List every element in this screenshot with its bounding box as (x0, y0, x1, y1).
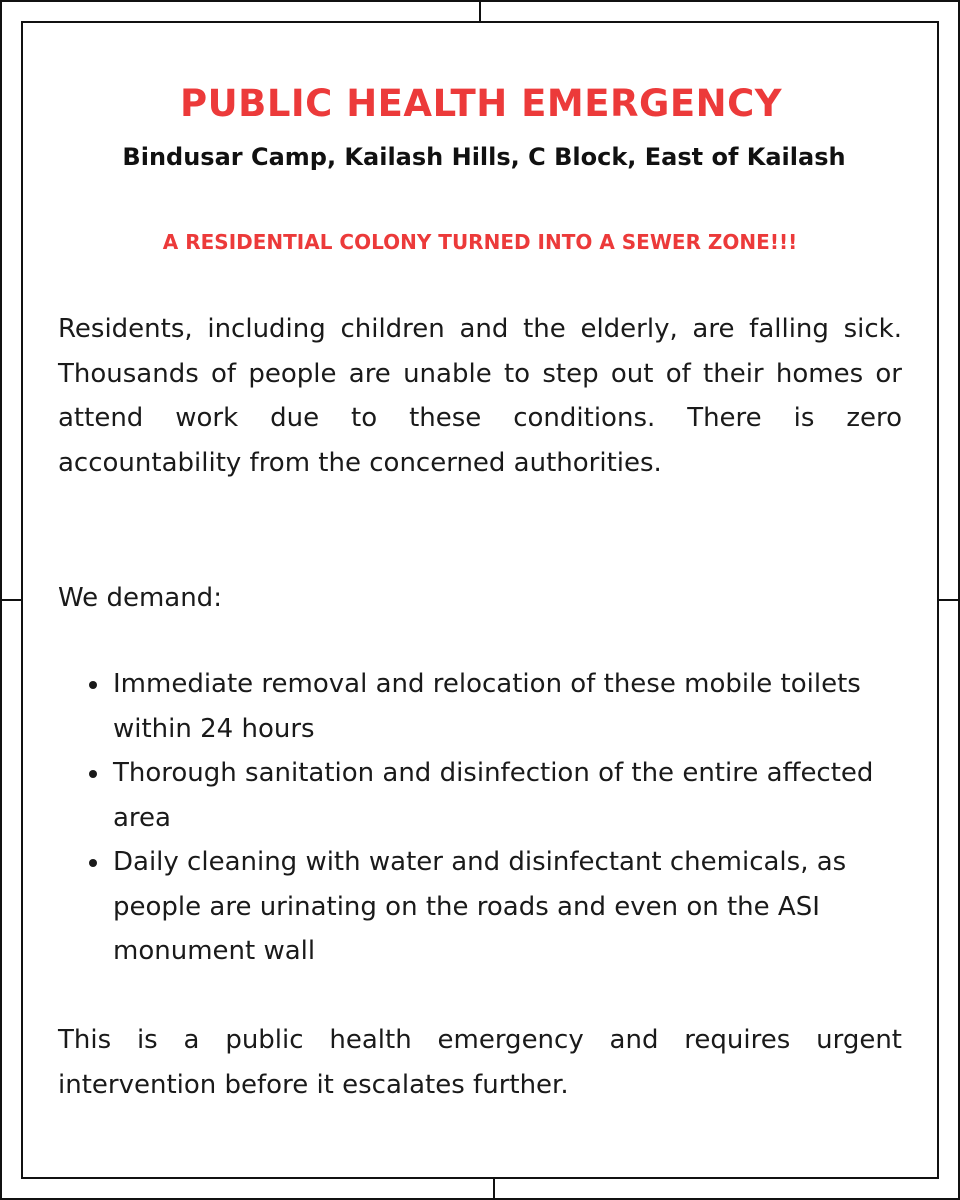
bullet-icon (89, 859, 97, 867)
demand-text: Immediate removal and relocation of these mobile toilets within 24 hours (113, 669, 861, 744)
demand-lead: We demand: (58, 583, 222, 613)
frame-tick-left (0, 599, 22, 601)
frame-tick-top (479, 0, 481, 22)
demand-text: Daily cleaning with water and disinfectant chemicals, as people are urinating on the roads and even on the ASI monument wall (113, 847, 847, 966)
demand-item (58, 840, 902, 974)
bullet-icon (89, 770, 97, 778)
closing-paragraph: This is a public health emergency and requires urgent intervention before it escalates further. (58, 1025, 902, 1100)
demand-list (58, 662, 902, 974)
demand-item (58, 662, 902, 751)
demand-item (58, 751, 902, 840)
notice-location: Bindusar Camp, Kailash Hills, C Block, East of Kailash (122, 143, 846, 171)
notice-headline: A RESIDENTIAL COLONY TURNED INTO A SEWER ZONE!!! (162, 230, 798, 254)
demand-text: Thorough sanitation and disinfection of the entire affected area (113, 758, 874, 833)
frame-tick-bottom (493, 1178, 495, 1200)
intro-paragraph: Residents, including children and the elderly, are falling sick. Thousands of people are unable to step out of their homes or attend work due to these conditions. There is zero accountability from the concerned authorities. (58, 314, 902, 478)
notice-title: PUBLIC HEALTH EMERGENCY (179, 82, 783, 125)
bullet-icon (89, 681, 97, 689)
frame-tick-right (938, 599, 960, 601)
